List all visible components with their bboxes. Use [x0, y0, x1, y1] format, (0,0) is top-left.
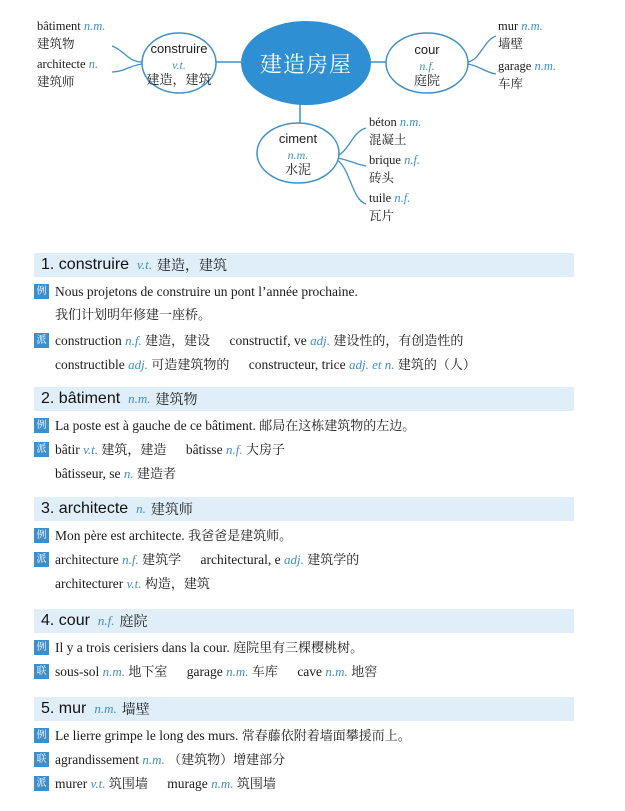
- leaf-garage: [498, 58, 556, 92]
- entry-meaning: 庭院: [119, 614, 148, 630]
- node-cour: [386, 42, 468, 90]
- entry-pos: v.t.: [137, 257, 152, 272]
- derivative-badge: 派: [34, 552, 49, 567]
- deriv-meaning: 构造，建筑: [144, 577, 210, 592]
- deriv-meaning: 建筑的（人）: [397, 358, 476, 373]
- example-zh: 我们计划明年修建一座桥。: [55, 308, 212, 323]
- leaf-meaning: 车库: [498, 76, 524, 91]
- entry-headword: 3. architecte: [41, 500, 129, 517]
- node-meaning: 水泥: [284, 163, 311, 178]
- deriv-pos: v.t.: [90, 776, 106, 791]
- deriv-pos: n.: [123, 466, 134, 481]
- deriv-pos: n.f.: [225, 442, 243, 457]
- entry-header: [34, 387, 574, 411]
- entry-meaning: 建筑物: [155, 392, 198, 408]
- derivative-line: [34, 462, 574, 486]
- assoc-word: agrandissement: [55, 752, 139, 767]
- example-badge: 例: [34, 418, 49, 433]
- leaf-pos: n.: [88, 57, 99, 71]
- deriv-word: constructible: [55, 357, 125, 372]
- leaf-word: bâtiment: [37, 19, 81, 33]
- deriv-word: architecturer: [55, 576, 124, 591]
- assoc-word: sous-sol: [55, 664, 100, 679]
- assoc-pos: n.m.: [325, 664, 348, 679]
- derivative-badge: 派: [34, 442, 49, 457]
- example-badge: 例: [34, 528, 49, 543]
- association-badge: 联: [34, 664, 49, 679]
- example-fr: La poste est à gauche de ce bâtiment.: [55, 418, 256, 433]
- deriv-pos: v.t.: [83, 442, 99, 457]
- leaf-pos: n.m.: [534, 59, 556, 73]
- entry-meaning: 建筑师: [150, 502, 193, 518]
- derivative-line: [34, 329, 574, 353]
- deriv-meaning: 建造者: [136, 467, 176, 482]
- example-fr: Le lierre grimpe le long des murs.: [55, 728, 239, 743]
- node-construire: [142, 41, 216, 89]
- entry-header: [34, 497, 574, 521]
- deriv-word: constructif, ve: [229, 333, 307, 348]
- assoc-pos: n.m.: [102, 664, 126, 679]
- leaf-pos: n.f.: [404, 153, 421, 167]
- derivative-line: [34, 772, 574, 796]
- example-zh: 庭院里有三棵樱桃树。: [233, 641, 364, 656]
- derivative-line: [34, 438, 574, 462]
- node-word: cour: [414, 42, 440, 57]
- deriv-meaning: 建造，建设: [145, 334, 211, 349]
- example-fr: Nous projetons de construire un pont l’année prochaine.: [55, 284, 358, 299]
- leaf-meaning: 混凝土: [369, 132, 407, 147]
- leaf-pos: n.m.: [399, 115, 422, 129]
- example-zh-line: [34, 303, 574, 327]
- leaf-brique: [369, 152, 420, 186]
- deriv-pos: n.f.: [125, 333, 142, 348]
- example-fr: Mon père est architecte.: [55, 528, 185, 543]
- deriv-word: construction: [55, 333, 122, 348]
- leaf-word: tuile: [369, 191, 392, 205]
- example-zh: 常春藤依附着墙面攀援而上。: [241, 729, 411, 744]
- example-fr: Il y a trois cerisiers dans la cour.: [55, 640, 230, 655]
- deriv-meaning: 可造建筑物的: [151, 358, 230, 373]
- leaf-meaning: 建筑物: [37, 36, 75, 51]
- deriv-pos: adj.: [128, 357, 148, 372]
- node-pos: n.m.: [287, 148, 309, 162]
- deriv-word: bâtisse: [185, 442, 223, 457]
- node-word: construire: [150, 41, 208, 56]
- node-meaning: 庭院: [413, 74, 440, 89]
- entry-headword: 1. construire: [41, 256, 130, 273]
- leaf-word: architecte: [37, 57, 86, 71]
- derivative-line: [34, 548, 574, 572]
- entry-headword: 4. cour: [41, 612, 90, 629]
- derivative-badge: 派: [34, 333, 49, 348]
- node-pos: v.t.: [172, 58, 186, 72]
- mind-map: [0, 0, 625, 240]
- node-ciment: [257, 131, 339, 179]
- association-line: [34, 748, 574, 772]
- deriv-word: bâtisseur, se: [55, 466, 121, 481]
- example-line: [34, 414, 574, 438]
- deriv-meaning: 建设性的，有创造性的: [333, 334, 464, 349]
- assoc-word: garage: [186, 664, 223, 679]
- deriv-meaning: 建筑学的: [307, 553, 360, 568]
- deriv-pos: adj. et n.: [349, 357, 395, 372]
- leaf-pos: n.f.: [394, 191, 411, 205]
- example-badge: 例: [34, 284, 49, 299]
- entry-cour: [34, 609, 574, 684]
- leaf-word: garage: [498, 59, 532, 73]
- leaf-meaning: 瓦片: [369, 208, 395, 223]
- deriv-pos: adj.: [310, 333, 330, 348]
- entry-batiment: [34, 387, 574, 486]
- example-badge: 例: [34, 640, 49, 655]
- entry-architecte: [34, 497, 574, 596]
- assoc-pos: n.m.: [142, 752, 165, 767]
- leaf-tuile: [369, 190, 410, 224]
- entry-pos: n.m.: [128, 391, 151, 406]
- leaf-word: béton: [369, 115, 397, 129]
- leaf-pos: n.m.: [83, 19, 106, 33]
- deriv-pos: n.m.: [211, 776, 234, 791]
- assoc-word: cave: [297, 664, 323, 679]
- entry-pos: n.f.: [97, 613, 115, 628]
- node-word: ciment: [278, 131, 318, 146]
- derivative-badge: 派: [34, 776, 49, 791]
- deriv-word: constructeur, trice: [248, 357, 346, 372]
- association-badge: 联: [34, 752, 49, 767]
- leaf-word: mur: [498, 19, 519, 33]
- assoc-meaning: 地下室: [128, 665, 168, 680]
- entry-pos: n.: [136, 501, 146, 516]
- leaf-architecte: [37, 56, 98, 90]
- mind-map-center: 建造房屋: [259, 52, 352, 78]
- node-meaning: 建造，建筑: [146, 73, 212, 88]
- leaf-meaning: 建筑师: [37, 74, 75, 89]
- leaf-batiment: [37, 18, 105, 52]
- association-line: [34, 660, 574, 684]
- deriv-word: bâtir: [55, 442, 80, 457]
- deriv-meaning: 大房子: [245, 443, 285, 458]
- deriv-word: murer: [55, 776, 88, 791]
- example-zh: 我爸爸是建筑师。: [188, 529, 293, 544]
- entry-headword: 5. mur: [41, 700, 87, 717]
- deriv-word: murage: [167, 776, 208, 791]
- deriv-pos: adj.: [284, 552, 304, 567]
- entry-pos: n.m.: [94, 701, 117, 716]
- entry-construire: [34, 253, 574, 377]
- derivative-line: [34, 572, 574, 596]
- deriv-meaning: 筑围墙: [236, 777, 276, 792]
- example-line: [34, 280, 574, 303]
- leaf-beton: [369, 114, 421, 148]
- deriv-pos: v.t.: [126, 576, 142, 591]
- assoc-meaning: 地窖: [351, 665, 378, 680]
- example-zh: 邮局在这栋建筑物的左边。: [259, 419, 416, 434]
- leaf-meaning: 砖头: [369, 170, 395, 185]
- example-line: [34, 724, 574, 748]
- deriv-word: architectural, e: [200, 552, 281, 567]
- assoc-pos: n.m.: [226, 664, 249, 679]
- derivative-line: [34, 353, 574, 377]
- assoc-meaning: 车库: [251, 665, 278, 680]
- entry-meaning: 建造，建筑: [156, 258, 227, 274]
- leaf-mur: [498, 18, 543, 52]
- entry-header: [34, 253, 574, 277]
- assoc-meaning: （建筑物）增建部分: [168, 753, 286, 768]
- leaf-pos: n.m.: [521, 19, 543, 33]
- entry-headword: 2. bâtiment: [41, 390, 121, 407]
- leaf-meaning: 墙壁: [498, 36, 524, 51]
- deriv-pos: n.f.: [122, 552, 139, 567]
- entry-mur: [34, 697, 574, 796]
- entry-meaning: 墙壁: [121, 702, 150, 718]
- deriv-meaning: 建筑学: [142, 553, 182, 568]
- example-line: [34, 636, 574, 660]
- entry-header: [34, 697, 574, 721]
- deriv-meaning: 建筑，建造: [101, 443, 167, 458]
- example-line: [34, 524, 574, 548]
- leaf-word: brique: [369, 153, 401, 167]
- deriv-meaning: 筑围墙: [108, 777, 148, 792]
- entry-header: [34, 609, 574, 633]
- example-badge: 例: [34, 728, 49, 743]
- deriv-word: architecture: [55, 552, 119, 567]
- node-pos: n.f.: [419, 59, 435, 73]
